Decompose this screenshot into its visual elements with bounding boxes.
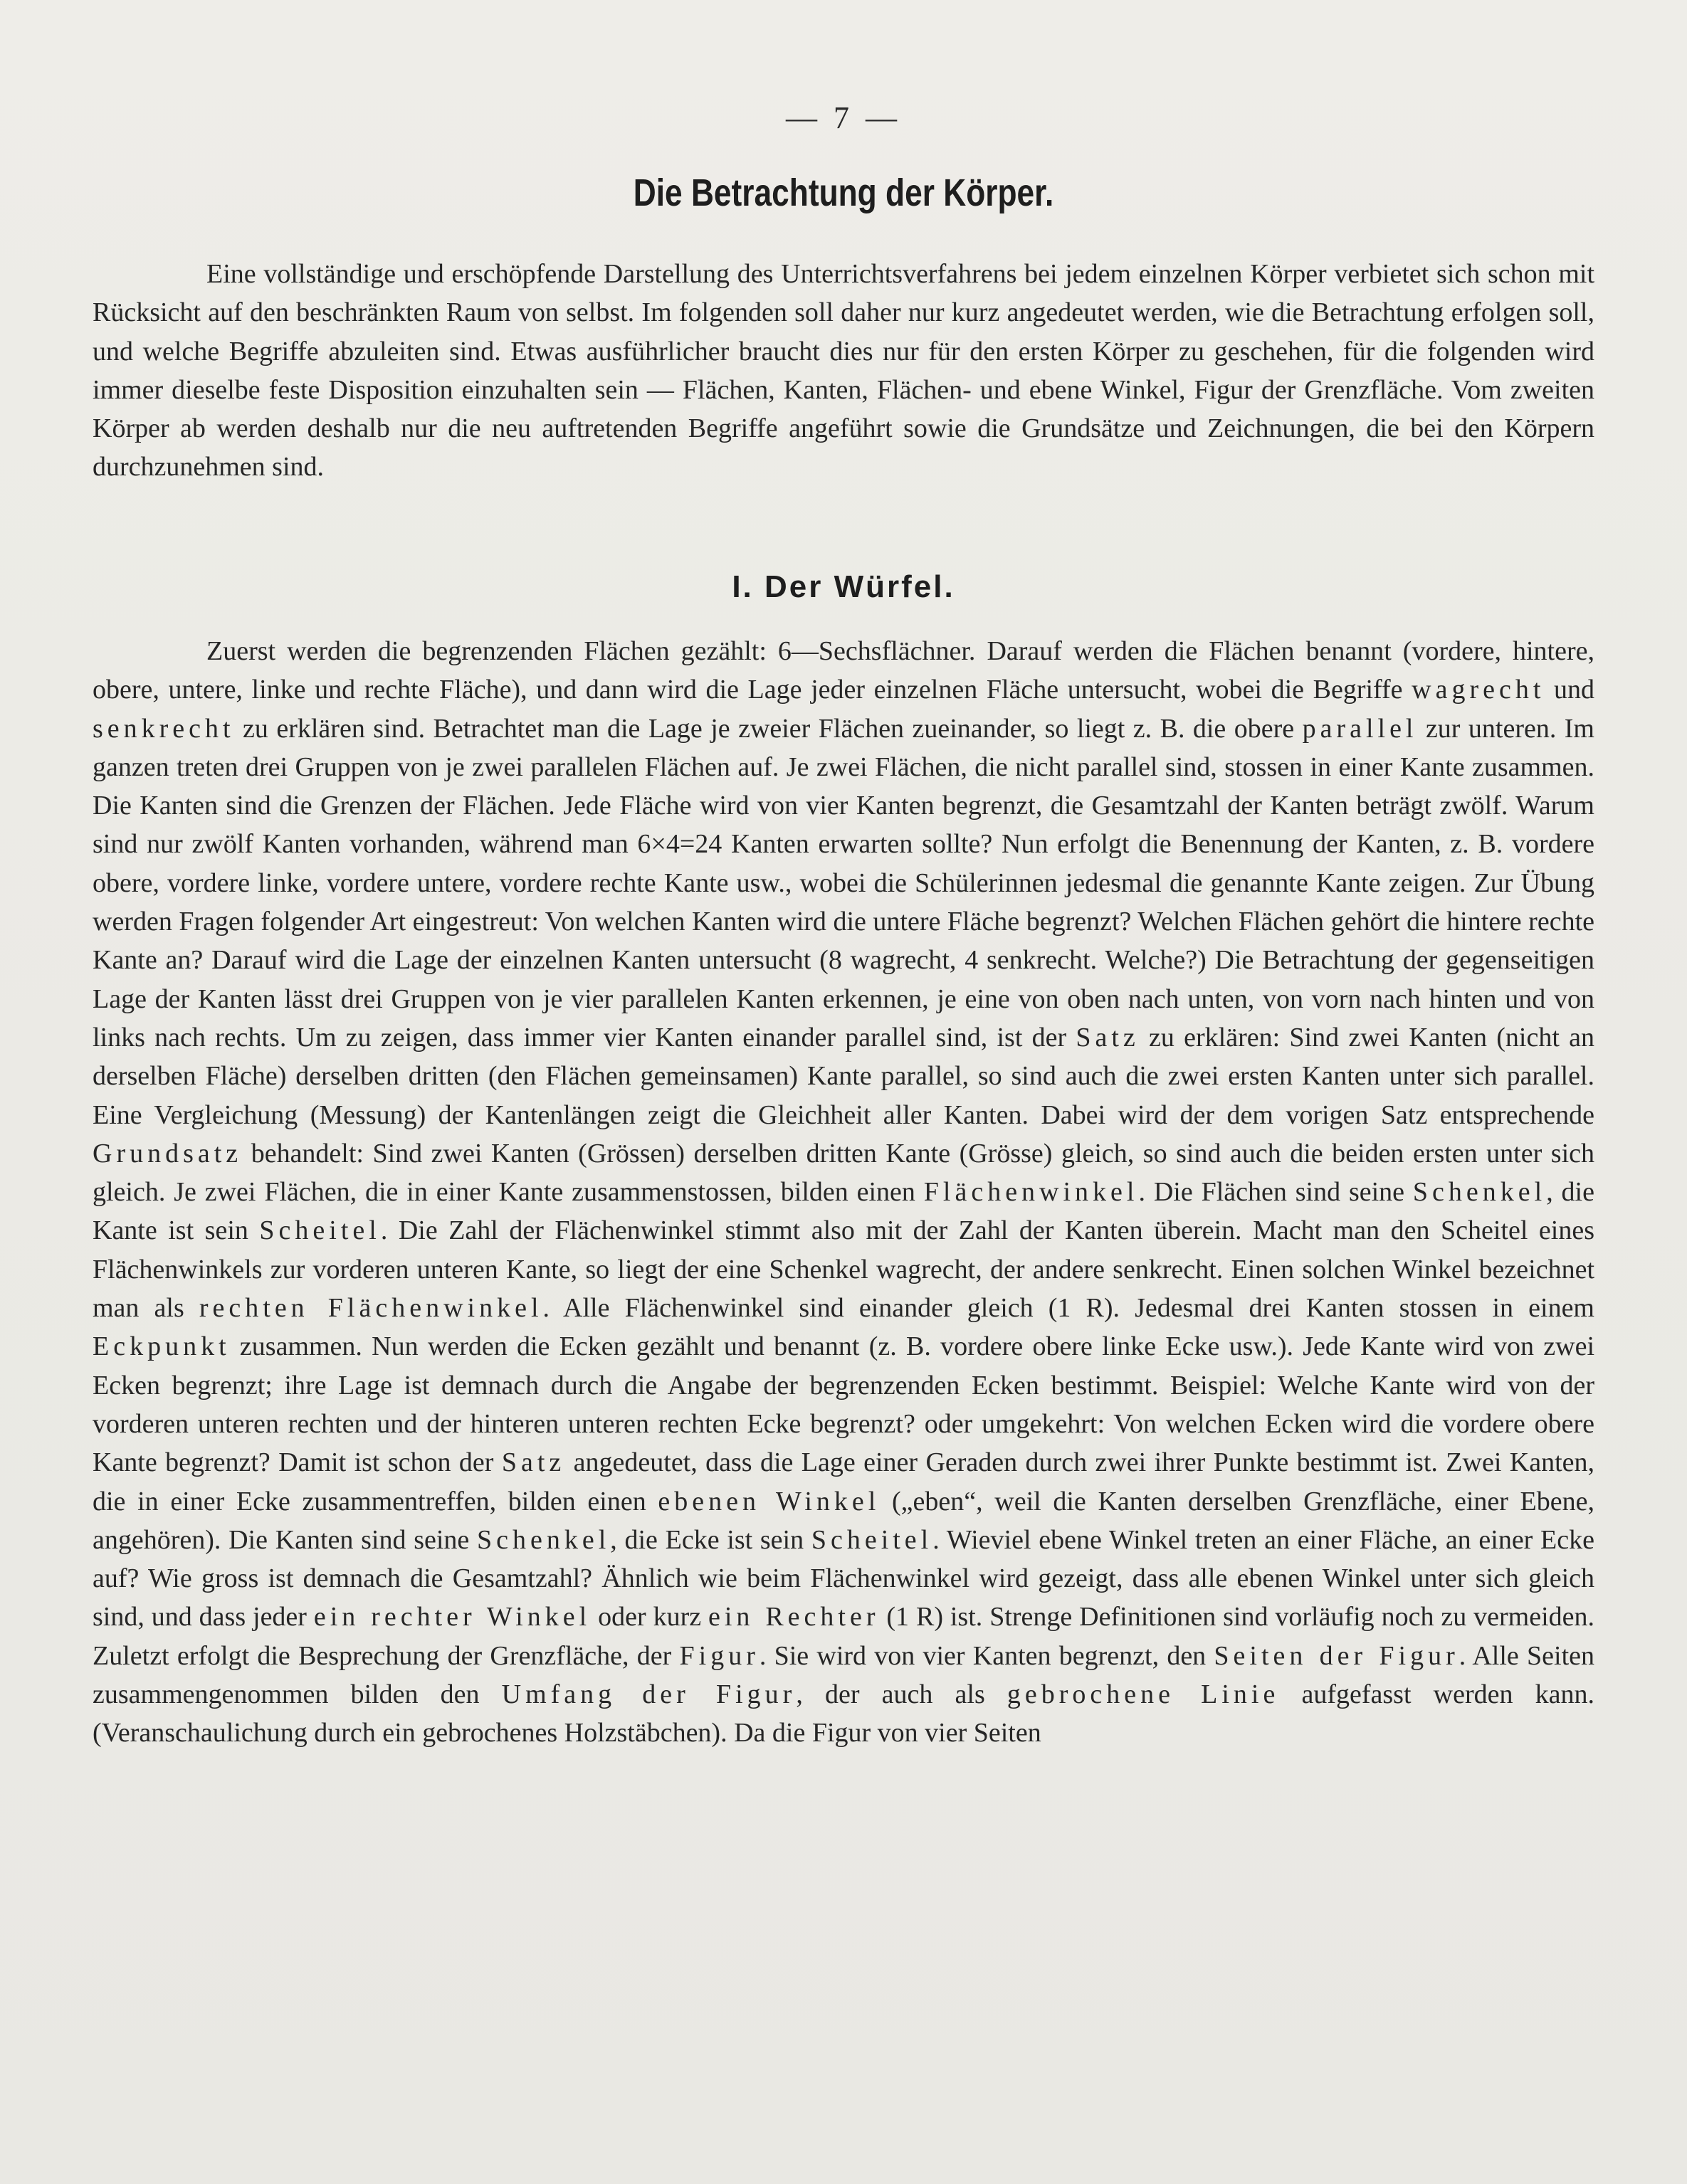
body-text-segment: zu erklären: Sind zwei Kanten (nicht an derselben Fläche) derselben dritten (den Flächen gemeinsamen) Kante parallel, so sind auch die zwei ersten Kanten unter sich parallel. Eine Vergleichung (Messung) der Kantenlängen zeigt die Gleichheit aller Kanten. Dabei wird der dem vorigen Satz entsprechende xyxy=(93,1022,1595,1130)
page-number: — 7 — xyxy=(786,100,901,135)
emphasized-term: parallel xyxy=(1302,713,1418,744)
body-text-segment: Zuerst werden die begrenzenden Flächen gezählt: 6—Sechsflächner. Darauf werden die Flächen benannt (vordere, hintere, obere, untere, linke und rechte Fläche), und dann wird die Lage jeder einzelnen Fläche untersucht, wobei die Begriffe xyxy=(93,636,1594,705)
body-text-segment: , die Ecke ist sein xyxy=(610,1524,811,1555)
body-text-segment: (1 R) ist. Strenge Definitionen sind vorläufig noch zu vermeiden. Zuletzt erfolgt die Besprechung der Grenzfläche, der xyxy=(93,1602,1595,1671)
emphasized-term: Satz xyxy=(1076,1022,1140,1053)
emphasized-term: wagrecht xyxy=(1412,675,1545,705)
emphasized-term: Eckpunkt xyxy=(93,1331,231,1362)
body-text-segment: aufgefasst werden kann. (Veranschaulichung durch ein gebrochenes Holzstäbchen). Da die Figur von vier Seiten xyxy=(93,1679,1595,1748)
emphasized-term: ebenen Winkel xyxy=(658,1486,881,1516)
emphasized-term: senkrecht xyxy=(93,713,235,744)
body-text-segment: zusammen. Nun werden die Ecken gezählt und benannt (z. B. vordere obere linke Ecke usw.). Jede Kante wird von zwei Ecken begrenzt; ihre Lage ist demnach durch die Angabe der begrenzenden Ecken bestimmt. Beispiel: Welche Kante wird von der vorderen unteren rechten und der hinteren unteren rechten Ecke begrenzt? oder umgekehrt: Von welchen Ecken wird die vordere obere Kante begrenzt? Damit ist schon der xyxy=(93,1331,1594,1478)
body-text xyxy=(93,632,1594,1753)
emphasized-term: Scheitel xyxy=(811,1524,933,1555)
page-title: Die Betrachtung der Körper. xyxy=(633,172,1054,214)
intro-paragraph: Eine vollständige und erschöpfende Darstellung des Unterrichtsverfahrens bei jedem einzelnen Körper verbietet sich schon mit Rücksicht auf den beschränkten Raum von selbst. Im folgenden soll daher nur kurz angedeutet werden, wie die Betrachtung erfolgen soll, und welche Begriffe abzuleiten sind. Etwas ausführlicher braucht dies nur für den ersten Körper zu geschehen, für die folgenden wird immer dieselbe feste Disposition einzuhalten sein — Flächen, Kanten, Flächen- und ebene Winkel, Figur der Grenzfläche. Vom zweiten Körper ab werden deshalb nur die neu auftretenden Begriffe angeführt sowie die Grundsätze und Zeichnungen, die bei den Körpern durchzunehmen sind. xyxy=(93,259,1594,482)
body-text-segment: , der auch als xyxy=(796,1679,1007,1710)
body-text-segment: behandelt: Sind zwei Kanten (Grössen) derselben dritten Kante (Grösse) gleich, so sind auch die beiden ersten unter sich gleich. Je zwei Flächen, die in einer Kante zusammenstossen, bilden einen xyxy=(93,1138,1594,1208)
body-text-segment: . Alle Flächenwinkel sind einander gleich (1 R). Jedesmal drei Kanten stossen in einem xyxy=(542,1293,1594,1324)
intro-text xyxy=(93,255,1594,487)
emphasized-term: gebrochene Linie xyxy=(1007,1679,1280,1710)
body-text-segment: angedeutet, dass die Lage einer Geraden durch zwei ihrer Punkte bestimmt ist. Zwei Kanten, die in einer Ecke zusammentreffen, bilden einen xyxy=(93,1447,1594,1516)
body-text-segment: . Alle Seiten zusammengenommen bilden den xyxy=(93,1640,1595,1710)
emphasized-term: Satz xyxy=(501,1447,566,1478)
body-text-segment: . Die Zahl der Flächenwinkel stimmt also mit der Zahl der Kanten überein. Macht man den Scheitel eines Flächenwinkels zur vorderen unteren Kante, so liegt der eine Schenkel wagrecht, der andere senkrecht. Einen solchen Winkel bezeichnet man als xyxy=(93,1215,1594,1324)
emphasized-term: Schenkel xyxy=(476,1524,611,1555)
emphasized-term: ein rechter Winkel xyxy=(313,1602,592,1632)
body-paragraph xyxy=(93,632,1594,1753)
body-text-segment: oder kurz xyxy=(591,1602,708,1632)
body-text-segment: . Sie wird von vier Kanten begrenzt, den xyxy=(759,1640,1214,1671)
body-text-segment: („eben“, weil die Kanten derselben Grenzfläche, einer Ebene, angehören). Die Kanten sind seine xyxy=(93,1486,1595,1555)
body-text-segment: und xyxy=(1545,675,1595,705)
body-text-segment: zur unteren. Im ganzen treten drei Gruppen von je zwei parallelen Flächen auf. Je zwei Flächen, die nicht parallel sind, stossen in einer Kante zusammen. Die Kanten sind die Grenzen der Flächen. Jede Fläche wird von vier Kanten begrenzt, die Gesamtzahl der Kanten beträgt zwölf. Warum sind nur zwölf Kanten vorhanden, während man 6×4=24 Kanten erwarten sollte? Nun erfolgt die Benennung der Kanten, z. B. vordere obere, vordere linke, vordere untere, vordere rechte Kante usw., wobei die Schülerinnen jedesmal die genannte Kante zeigen. Zur Übung werden Fragen folgender Art eingestreut: Von welchen Kanten wird die untere Fläche begrenzt? Welchen Flächen gehört die hintere rechte Kante an? Darauf wird die Lage der einzelnen Kanten untersucht (8 wagrecht, 4 senkrecht. Welche?) Die Betrachtung der gegenseitigen Lage der Kanten lässt drei Gruppen von je vier parallelen Kanten erkennen, je eine von oben nach unten, von vorn nach hinten und von links nach rechts. Um zu zeigen, dass immer vier Kanten einander parallel sind, ist der xyxy=(93,713,1594,1053)
emphasized-term: ein Rechter xyxy=(708,1602,880,1632)
emphasized-term: Flächenwinkel xyxy=(923,1177,1139,1208)
body-text-segment: , die Kante ist sein xyxy=(93,1177,1594,1246)
emphasized-term: Scheitel xyxy=(259,1215,381,1246)
emphasized-term: Schenkel xyxy=(1412,1177,1547,1208)
body-text-segment: zu erklären sind. Betrachtet man die Lage je zweier Flächen zueinander, so liegt z. B. die obere xyxy=(234,713,1303,744)
section-title: I. Der Würfel. xyxy=(732,569,955,604)
emphasized-term: rechten Flächenwinkel xyxy=(199,1293,543,1324)
emphasized-term: Umfang der Figur xyxy=(501,1679,797,1710)
body-text-segment: . Wieviel ebene Winkel treten an einer Fläche, an einer Ecke auf? Wie gross ist demnach die Gesamtzahl? Ähnlich wie beim Flächenwinkel wird gezeigt, dass alle ebenen Winkel unter sich gleich sind, und dass jeder xyxy=(93,1524,1594,1632)
emphasized-term: Grundsatz xyxy=(93,1138,243,1169)
emphasized-term: Seiten der Figur xyxy=(1214,1640,1459,1671)
body-text-segment: . Die Flächen sind seine xyxy=(1138,1177,1413,1208)
emphasized-term: Figur xyxy=(679,1640,760,1671)
